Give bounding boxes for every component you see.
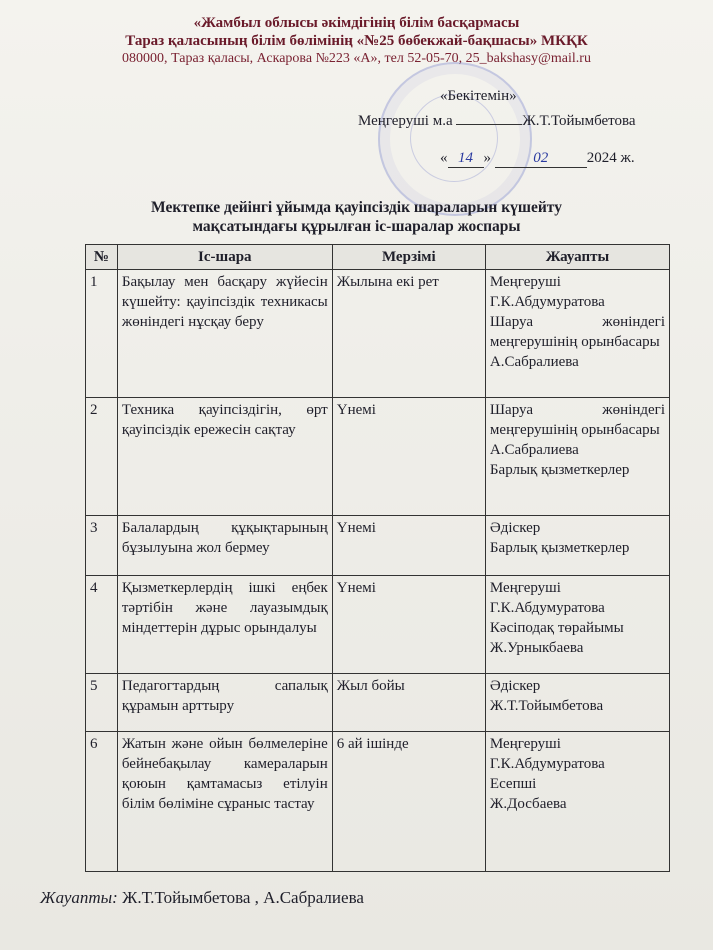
row-event: Техника қауіпсіздігін, өрт қауіпсіздік ережесін сақтау: [117, 398, 332, 516]
row-number: 5: [86, 674, 118, 732]
organization-header: [0, 14, 713, 68]
footer-names: Ж.Т.Тойымбетова , А.Сабралиева: [122, 888, 364, 907]
row-deadline: Үнемі: [332, 398, 485, 516]
responsible-footer: [40, 888, 364, 908]
row-event: Балалардың құқықтарының бұзылуына жол бермеу: [117, 516, 332, 576]
row-deadline: Үнемі: [332, 576, 485, 674]
row-deadline: Жыл бойы: [332, 674, 485, 732]
table-row: [86, 270, 670, 398]
header-contact-line: 080000, Тараз қаласы, Аскарова №223 «А», тел 52-05-70, 25_bakshasy@mail.ru: [122, 51, 591, 66]
header-line-2: Тараз қаласының білім бөлімінің «№25 бөбекжай-бақшасы» МКҚК: [125, 33, 588, 49]
table-row: [86, 732, 670, 872]
row-event: Қызметкерлердің ішкі еңбек тәртібін және лауазымдық міндеттерін дұрыс орындалуы: [117, 576, 332, 674]
approval-day: 14: [448, 150, 484, 168]
approval-title: «Бекітемін»: [440, 88, 517, 104]
row-deadline: Жылына екі рет: [332, 270, 485, 398]
approval-date: « 14 » 02 2024 ж.: [440, 150, 635, 166]
document-title: Мектепке дейінгі ұйымда қауіпсіздік шараларын күшейту мақсатындағы құрылған іс-шаралар жоспары: [151, 199, 562, 235]
row-responsible: Меңгеруші Г.К.Абдумуратова Кәсіподақ төрайымы Ж.Урныкбаева: [485, 576, 669, 674]
row-number: 6: [86, 732, 118, 872]
row-number: 3: [86, 516, 118, 576]
row-responsible: Меңгеруші Г.К.Абдумуратова Шаруа жөніндегі меңгерушінің орынбасары А.Сабралиева: [485, 270, 669, 398]
approval-signature-line: [358, 110, 636, 130]
column-header-responsible: Жауапты: [485, 245, 669, 270]
column-header-event: Іс-шара: [117, 245, 332, 270]
row-event: Бақылау мен басқару жүйесін күшейту: қауіпсіздік техникасы жөніндегі нұсқау беру: [117, 270, 332, 398]
table-row: [86, 398, 670, 516]
row-responsible: Меңгеруші Г.К.Абдумуратова Есепші Ж.Досбаева: [485, 732, 669, 872]
row-responsible: Әдіскер Ж.Т.Тойымбетова: [485, 674, 669, 732]
column-header-deadline: Мерзімі: [332, 245, 485, 270]
approval-month: 02: [495, 150, 587, 168]
row-deadline: Үнемі: [332, 516, 485, 576]
approval-year: 2024 ж.: [586, 150, 635, 166]
row-event: Жатын және ойын бөлмелеріне бейнебақылау камераларын қоюын қамтамасыз етілуін білім бөліміне сұраныс тастау: [117, 732, 332, 872]
table-header-row: [86, 245, 670, 270]
row-number: 2: [86, 398, 118, 516]
column-header-number: №: [86, 245, 118, 270]
row-responsible: Әдіскер Барлық қызметкерлер: [485, 516, 669, 576]
approval-position: Меңгеруші м.а: [358, 113, 453, 129]
row-responsible: Шаруа жөніндегі меңгерушінің орынбасары А.Сабралиева Барлық қызметкерлер: [485, 398, 669, 516]
header-line-1: «Жамбыл облысы әкімдігінің білім басқармасы: [193, 15, 520, 31]
row-number: 4: [86, 576, 118, 674]
row-deadline: 6 ай ішінде: [332, 732, 485, 872]
footer-label: Жауапты:: [40, 888, 118, 907]
row-number: 1: [86, 270, 118, 398]
plan-table: [85, 244, 670, 872]
table-row: [86, 674, 670, 732]
row-event: Педагогтардың сапалық құрамын арттыру: [117, 674, 332, 732]
table-row: [86, 576, 670, 674]
table-row: [86, 516, 670, 576]
official-seal: [378, 62, 532, 216]
signature: [456, 110, 522, 125]
approval-name: Ж.Т.Тойымбетова: [522, 113, 636, 129]
